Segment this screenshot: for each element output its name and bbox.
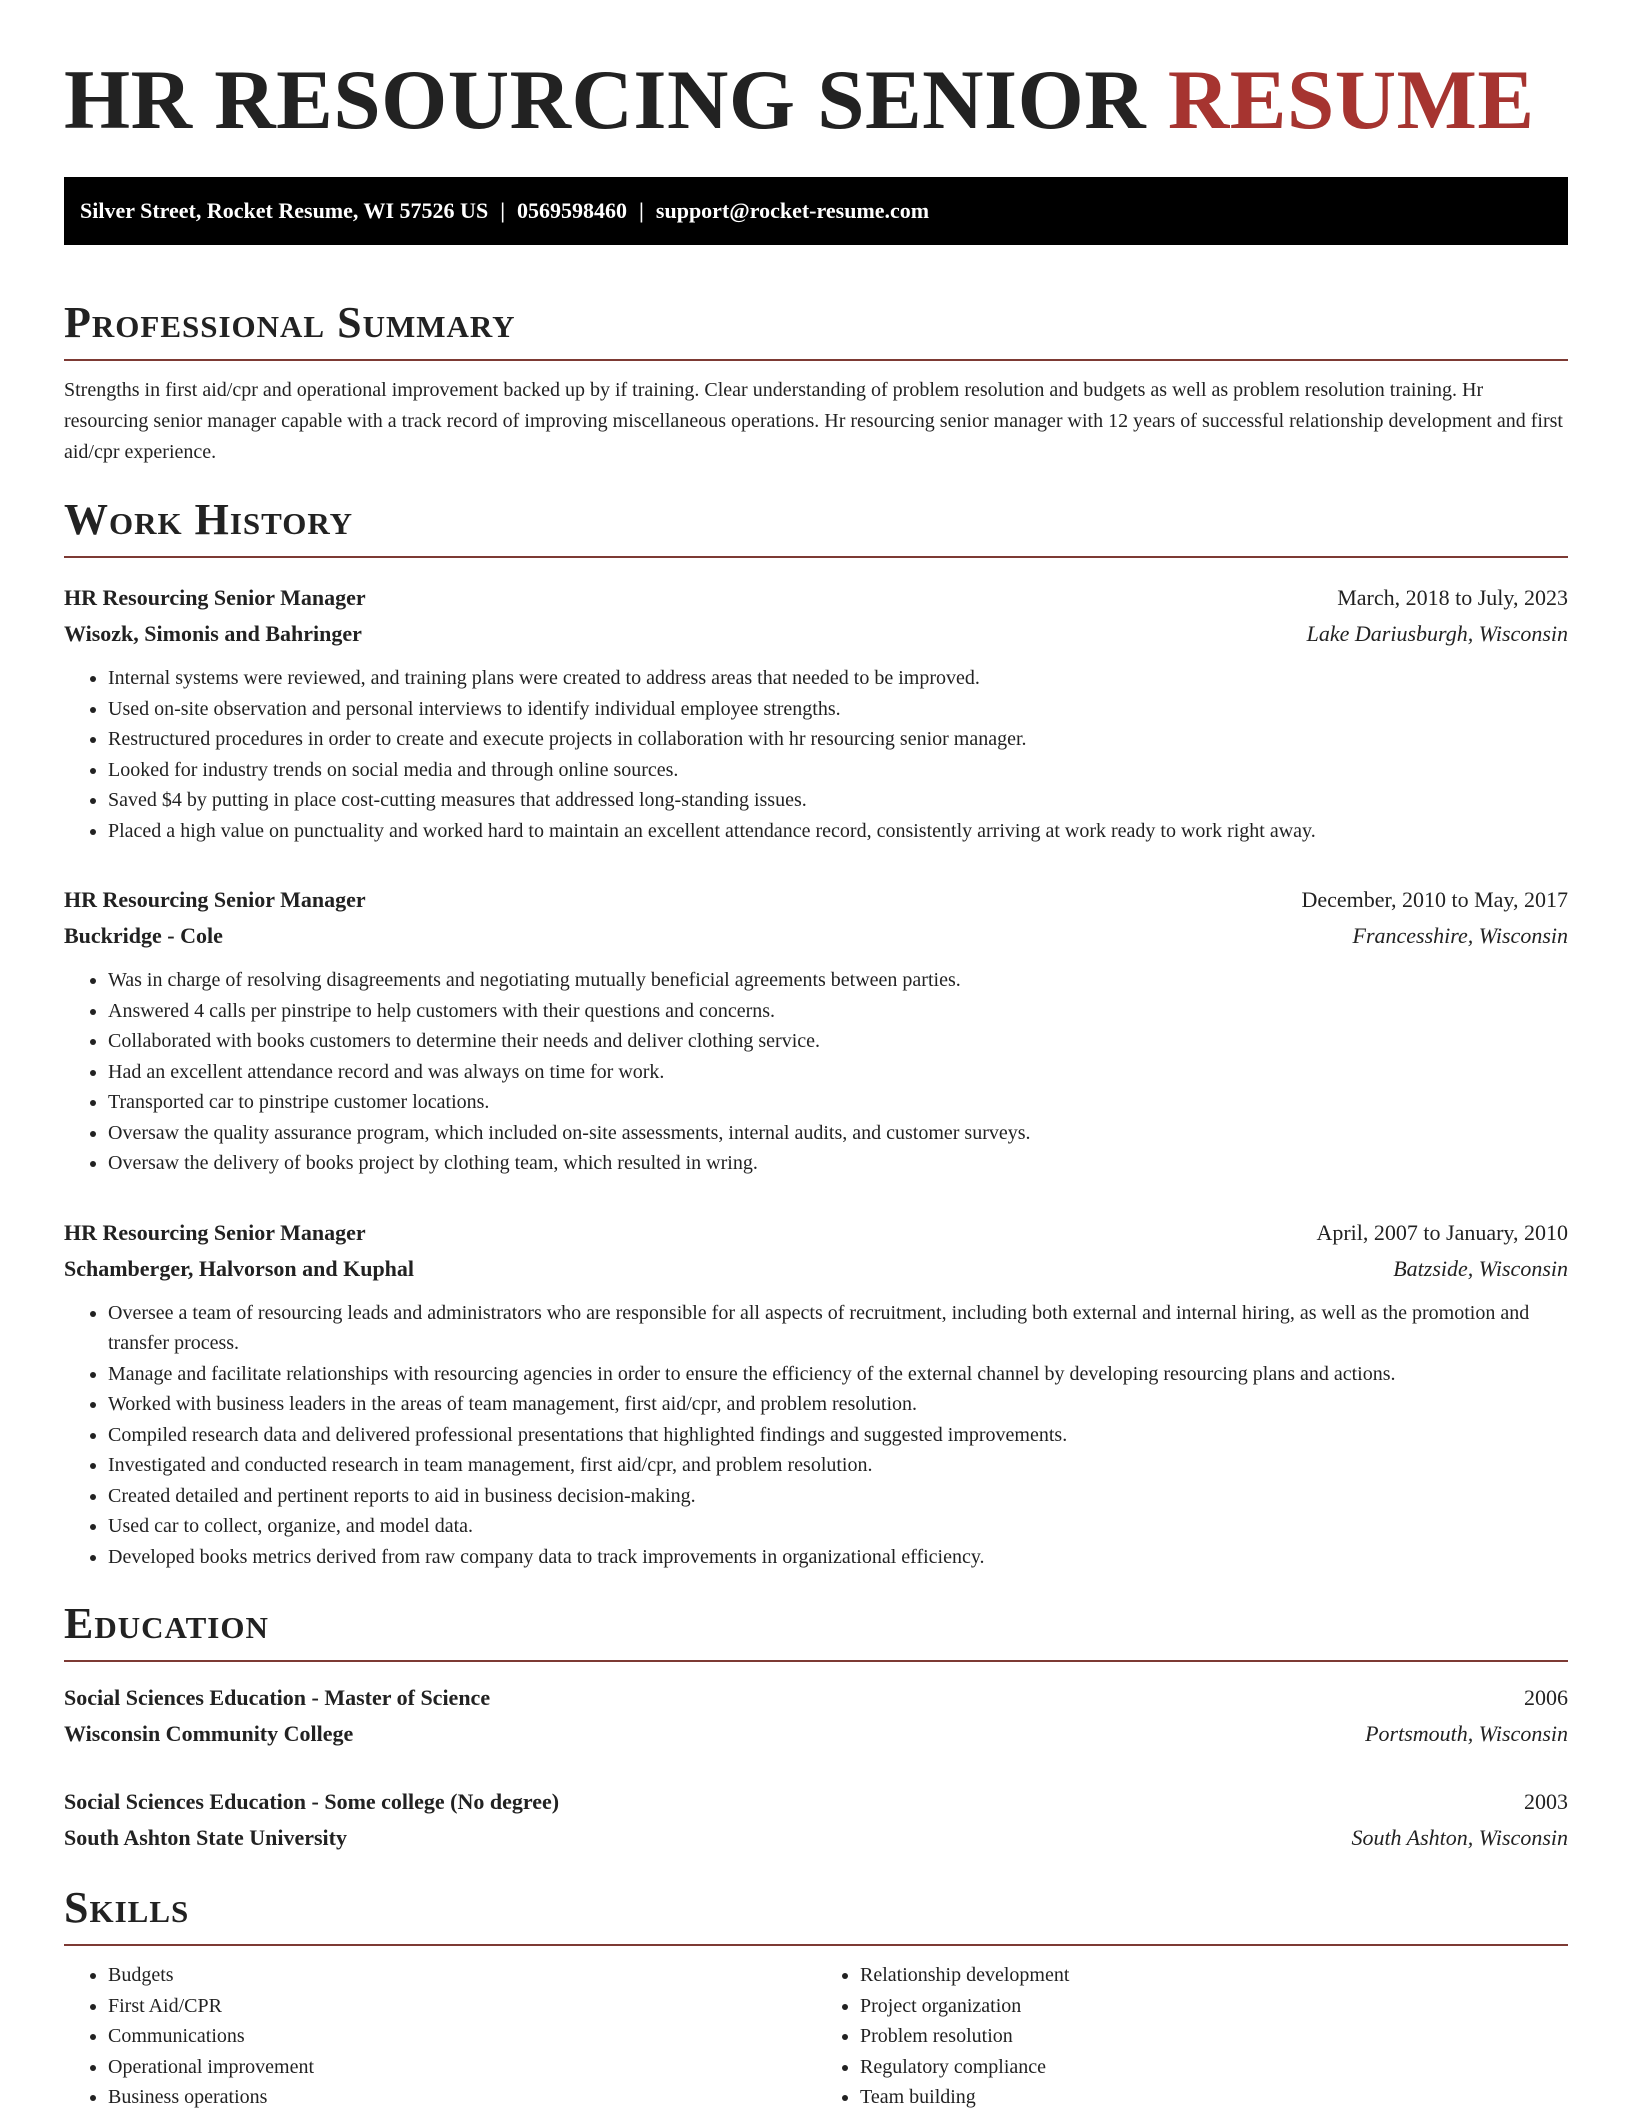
job-bullet: • Compiled research data and delivered professional presentations that highlighted findings and suggested improvements. [108, 1420, 1568, 1451]
job-bullet: • Placed a high value on punctuality and worked hard to maintain an excellent attendance record, consistently arriving at work ready to work right away. [108, 816, 1568, 847]
education-degree: Social Sciences Education - Some college (No degree) [64, 1789, 560, 1814]
resume-title [64, 0, 1568, 147]
job-location: Batzside, Wisconsin [1393, 1255, 1568, 1281]
skills-section [64, 1883, 1568, 2113]
job-bullet: • Answered 4 calls per pinstripe to help customers with their questions and concerns. [108, 996, 1568, 1027]
job-title: HR Resourcing Senior Manager [64, 1219, 366, 1245]
skill-item: • Project organization [860, 1991, 1568, 2022]
contact-email[interactable]: support@rocket-resume.com [655, 198, 930, 223]
job-bullet: • Transported car to pinstripe customer locations. [108, 1087, 1568, 1118]
job-entry [64, 1215, 1568, 1573]
education-header-row [64, 1784, 1568, 1820]
job-title: HR Resourcing Senior Manager [64, 585, 366, 610]
education-entry [64, 1784, 1568, 1856]
skills-list-left [64, 1960, 816, 2113]
contact-phone: 0569598460 [517, 198, 628, 223]
education-school-row [64, 1716, 1568, 1752]
job-bullet: • Used car to collect, organize, and model data. [108, 1511, 1568, 1542]
job-bullet: • Investigated and conducted research in team management, first aid/cpr, and problem resolution. [108, 1450, 1568, 1481]
job-entry [64, 580, 1568, 846]
skill-item: • Relationship development [860, 1960, 1568, 1991]
job-bullet: • Oversaw the delivery of books project by clothing team, which resulted in wring. [108, 1148, 1568, 1179]
work-history-section [64, 495, 1568, 1572]
job-bullet: • Collaborated with books customers to determine their needs and deliver clothing service. [108, 1026, 1568, 1057]
job-company-row [64, 616, 1568, 652]
skill-item: • Team building [860, 2082, 1568, 2113]
job-bullet: • Created detailed and pertinent reports to aid in business decision-making. [108, 1481, 1568, 1512]
education-header-row [64, 1680, 1568, 1716]
education-school-row [64, 1820, 1568, 1856]
section-heading-education: Education [64, 1599, 269, 1648]
job-bullet: • Oversee a team of resourcing leads and administrators who are responsible for all aspects of recruitment, including both external and internal hiring, as well as the promotion and transfer process. [108, 1298, 1568, 1359]
education-year: 2003 [1524, 1789, 1568, 1814]
job-bullet: • Looked for industry trends on social media and through online sources. [108, 755, 1568, 786]
skill-item: • Problem resolution [860, 2021, 1568, 2052]
job-bullet: • Worked with business leaders in the areas of team management, first aid/cpr, and problem resolution. [108, 1389, 1568, 1420]
job-bullet: • Internal systems were reviewed, and training plans were created to address areas that needed to be improved. [108, 663, 1568, 694]
job-header-row [64, 580, 1568, 616]
education-year: 2006 [1524, 1685, 1568, 1710]
education-school: South Ashton State University [64, 1825, 347, 1850]
section-divider [64, 556, 1568, 558]
skills-list-right [816, 1960, 1568, 2113]
job-bullet: • Oversaw the quality assurance program, which included on-site assessments, internal audits, and customer surveys. [108, 1118, 1568, 1149]
job-company-row [64, 1251, 1568, 1287]
job-company-row [64, 918, 1568, 954]
job-dates: April, 2007 to January, 2010 [1316, 1219, 1568, 1245]
education-location: Portsmouth, Wisconsin [1365, 1721, 1568, 1746]
skill-item: • Communications [108, 2021, 816, 2052]
job-bullet: • Developed books metrics derived from raw company data to track improvements in organizational efficiency. [108, 1542, 1568, 1573]
section-heading-summary: Professional Summary [64, 298, 516, 347]
skill-item: • Regulatory compliance [860, 2052, 1568, 2083]
job-location: Francesshire, Wisconsin [1352, 923, 1568, 948]
education-location: South Ashton, Wisconsin [1351, 1825, 1568, 1850]
title-main: HR RESOURCING SENIOR [64, 53, 1147, 147]
job-dates: December, 2010 to May, 2017 [1301, 887, 1568, 912]
section-divider [64, 1944, 1568, 1946]
job-title: HR Resourcing Senior Manager [64, 887, 366, 912]
job-bullet: • Saved $4 by putting in place cost-cutting measures that addressed long-standing issues. [108, 785, 1568, 816]
job-header-row [64, 1215, 1568, 1251]
job-entry [64, 882, 1568, 1179]
job-company: Buckridge - Cole [64, 923, 223, 948]
section-divider [64, 359, 1568, 361]
education-school: Wisconsin Community College [64, 1721, 354, 1746]
job-bullet: • Was in charge of resolving disagreements and negotiating mutually beneficial agreements between parties. [108, 965, 1568, 996]
job-bullets [64, 965, 1568, 1179]
contact-separator: | [639, 198, 644, 223]
job-bullet: • Manage and facilitate relationships with resourcing agencies in order to ensure the efficiency of the external channel by developing resourcing plans and actions. [108, 1359, 1568, 1390]
contact-address: Silver Street, Rocket Resume, WI 57526 US [80, 198, 489, 223]
job-bullets [64, 663, 1568, 846]
summary-section [64, 298, 1568, 468]
contact-bar [64, 177, 1568, 245]
skills-columns [64, 1960, 1568, 2113]
job-dates: March, 2018 to July, 2023 [1337, 585, 1568, 610]
section-heading-work-history: Work History [64, 495, 354, 544]
job-header-row [64, 882, 1568, 918]
skill-item: • Operational improvement [108, 2052, 816, 2083]
skill-item: • Business operations [108, 2082, 816, 2113]
job-bullets [64, 1298, 1568, 1573]
skill-item: • Budgets [108, 1960, 816, 1991]
summary-text: Strengths in first aid/cpr and operational improvement backed up by if training. Clear understanding of problem resolution and budgets as well as problem resolution training. Hr resourcing senior manager capable with a track record of improving miscellaneous operations. Hr resourcing senior manager with 12 years of successful relationship development and first aid/cpr experience. [64, 379, 1563, 463]
title-accent: RESUME [1167, 53, 1535, 147]
job-company: Wisozk, Simonis and Bahringer [64, 621, 362, 646]
education-section [64, 1599, 1568, 1856]
education-entry [64, 1680, 1568, 1752]
job-bullet: • Had an excellent attendance record and was always on time for work. [108, 1057, 1568, 1088]
job-location: Lake Dariusburgh, Wisconsin [1306, 621, 1568, 646]
job-company: Schamberger, Halvorson and Kuphal [64, 1255, 415, 1281]
section-heading-skills: Skills [64, 1883, 190, 1932]
job-bullet: • Restructured procedures in order to create and execute projects in collaboration with hr resourcing senior manager. [108, 724, 1568, 755]
job-bullet: • Used on-site observation and personal interviews to identify individual employee strengths. [108, 694, 1568, 725]
contact-separator: | [500, 198, 506, 223]
education-degree: Social Sciences Education - Master of Science [64, 1685, 491, 1710]
section-divider [64, 1660, 1568, 1662]
skill-item: • First Aid/CPR [108, 1991, 816, 2022]
